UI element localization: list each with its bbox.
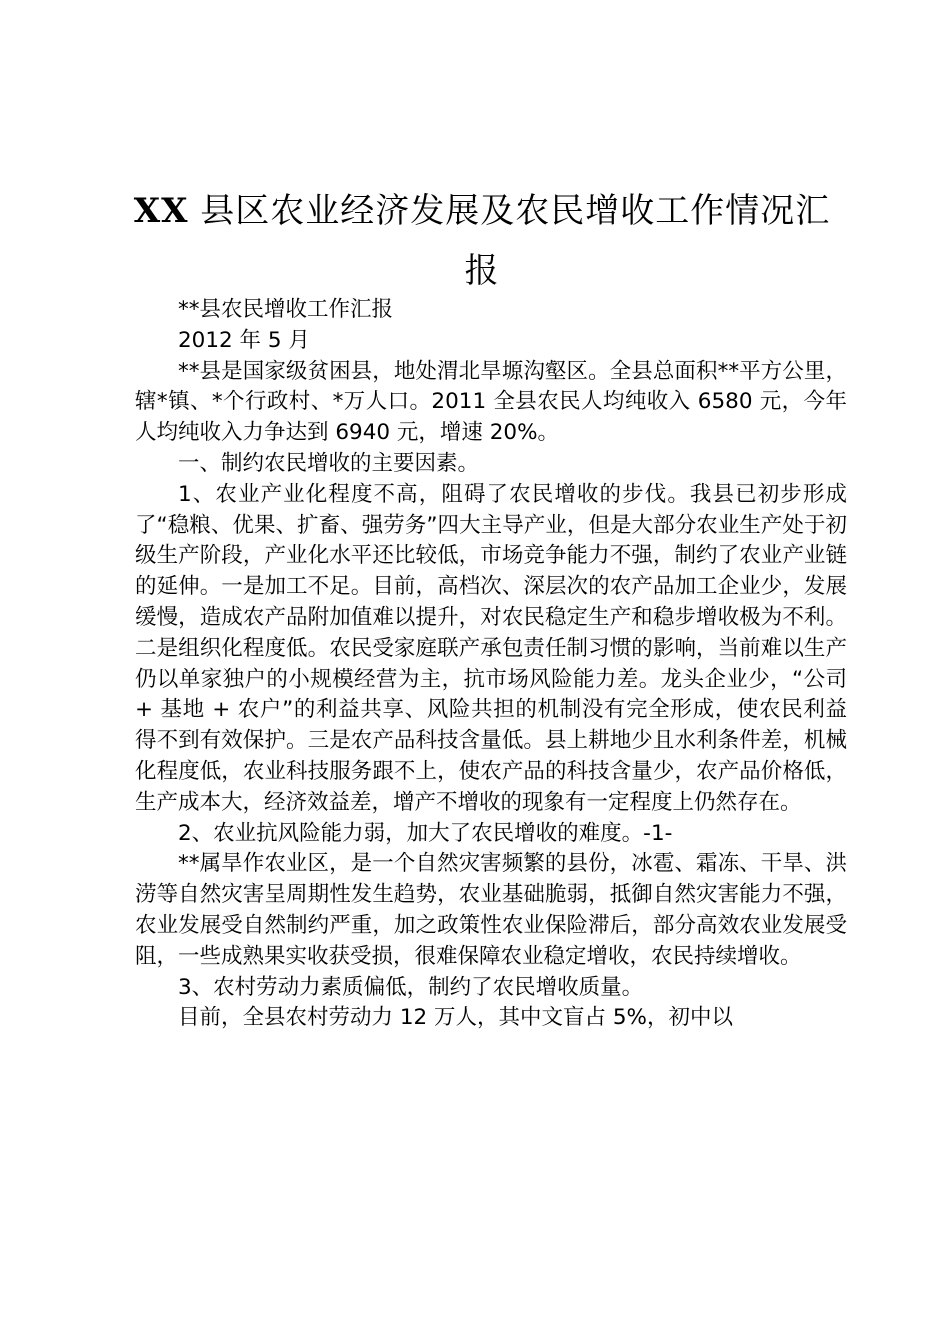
title-prefix: XX	[133, 191, 189, 231]
paragraph-date: 2012 年 5 月	[178, 327, 310, 353]
paragraph-overview: **县是国家级贫困县，地处渭北旱塬沟壑区。全县总面积**平方公里，辖*镇、*个行政村、*万人口。2011 全县农民人均纯收入 6580 元，今年人均纯收入力争达到 6940 元，增速 20%。	[135, 358, 847, 446]
paragraph-factor-3: 3、农村劳动力素质偏低，制约了农民增收质量。	[178, 974, 644, 1000]
section-heading-1: 一、制约农民增收的主要因素。	[178, 450, 480, 476]
document-body	[135, 295, 847, 1034]
document-title	[122, 181, 842, 301]
paragraph-subtitle: **县农民增收工作汇报	[178, 297, 394, 322]
title-text: 县区农业经济发展及农民增收工作情况汇报	[188, 191, 831, 291]
paragraph-factor-2: 2、农业抗风险能力弱，加大了农民增收的难度。-1-	[178, 820, 673, 846]
paragraph-factor-2-detail: **属旱作农业区，是一个自然灾害频繁的县份，冰雹、霜冻、干旱、洪涝等自然灾害呈周期性发生趋势，农业基础脆弱，抵御自然灾害能力不强，农业发展受自然制约严重，加之政策性农业保险滞后，部分高效农业发展受阻，一些成熟果实收获受损，很难保障农业稳定增收，农民持续增收。	[135, 851, 847, 969]
paragraph-factor-3-detail: 目前，全县农村劳动力 12 万人，其中文盲占 5%，初中以	[178, 1005, 733, 1031]
paragraph-factor-1: 1、农业产业化程度不高，阻碍了农民增收的步伐。我县已初步形成了“稳粮、优果、扩畜、强劳务”四大主导产业，但是大部分农业生产处于初级生产阶段，产业化水平还比较低，市场竞争能力不强，制约了农业产业链的延伸。一是加工不足。目前，高档次、深层次的农产品加工企业少，发展缓慢，造成农产品附加值难以提升，对农民稳定生产和稳步增收极为不利。二是组织化程度低。农民受家庭联产承包责任制习惯的影响，当前难以生产仍以单家独户的小规模经营为主，抗市场风险能力差。龙头企业少，“公司 + 基地 + 农户”的利益共享、风险共担的机制没有完全形成，使农民利益得不到有效保护。三是农产品科技含量低。县上耕地少且水利条件差，机械化程度低，农业科技服务跟不上，使农产品的科技含量少，农产品价格低，生产成本大，经济效益差，增产不增收的现象有一定程度上仍然存在。	[135, 481, 847, 815]
